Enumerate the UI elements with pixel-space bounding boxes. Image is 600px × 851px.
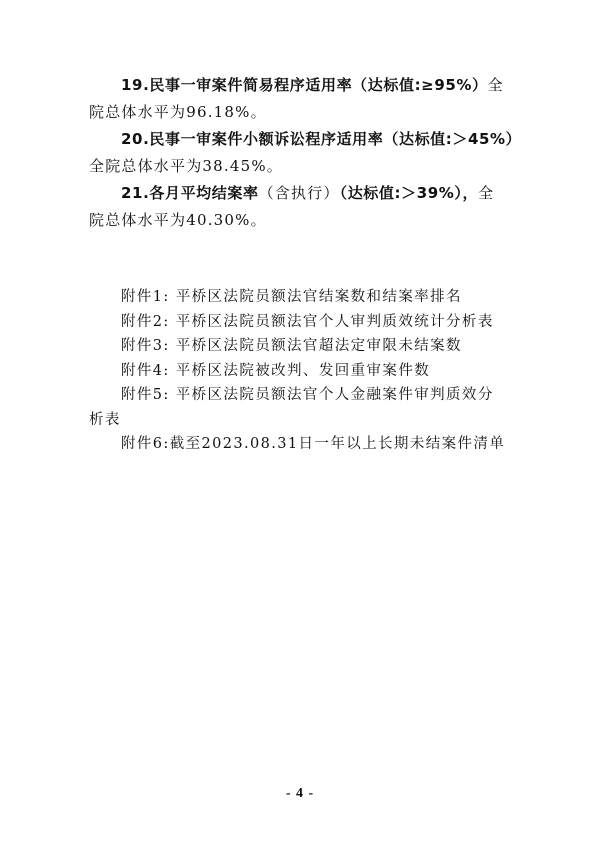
attachment-list	[89, 285, 514, 457]
item-20-continuation: 全院总体水平为38.45%。	[89, 157, 283, 175]
item-20	[89, 126, 522, 180]
item-21-continuation: 院总体水平为40.30%。	[89, 211, 267, 229]
item-19-continuation: 院总体水平为96.18%。	[89, 103, 267, 121]
item-19-heading: 19.民事一审案件简易程序适用率（达标值:≥95%）	[121, 76, 488, 94]
item-21-heading: 21.各月平均结案率	[121, 184, 259, 202]
item-21-note: （含执行）	[258, 184, 340, 202]
item-21	[89, 180, 514, 234]
attachment-6: 附件6:截至2023.08.31日一年以上长期未结案件清单	[121, 436, 506, 452]
page-number: - 4 -	[285, 786, 315, 801]
item-19	[89, 72, 514, 126]
item-21-heading-target: （达标值:＞39%），	[339, 184, 479, 202]
item-20-heading: 20.民事一审案件小额诉讼程序适用率（达标值:＞45%）	[121, 130, 522, 148]
attachment-5-continuation: 析表	[89, 411, 121, 428]
attachment-2: 附件2: 平桥区法院员额法官个人审判质效统计分析表	[121, 313, 494, 330]
attachment-4: 附件4: 平桥区法院被改判、发回重审案件数	[121, 362, 431, 379]
item-19-tail: 全	[487, 76, 504, 94]
item-21-tail: 全	[478, 184, 495, 202]
attachment-5: 附件5: 平桥区法院员额法官个人金融案件审判质效分	[121, 387, 494, 403]
attachment-3: 附件3: 平桥区法院员额法官超法定审限未结案数	[121, 338, 462, 354]
attachment-1: 附件1: 平桥区法院员额法官结案数和结案率排名	[121, 289, 462, 305]
